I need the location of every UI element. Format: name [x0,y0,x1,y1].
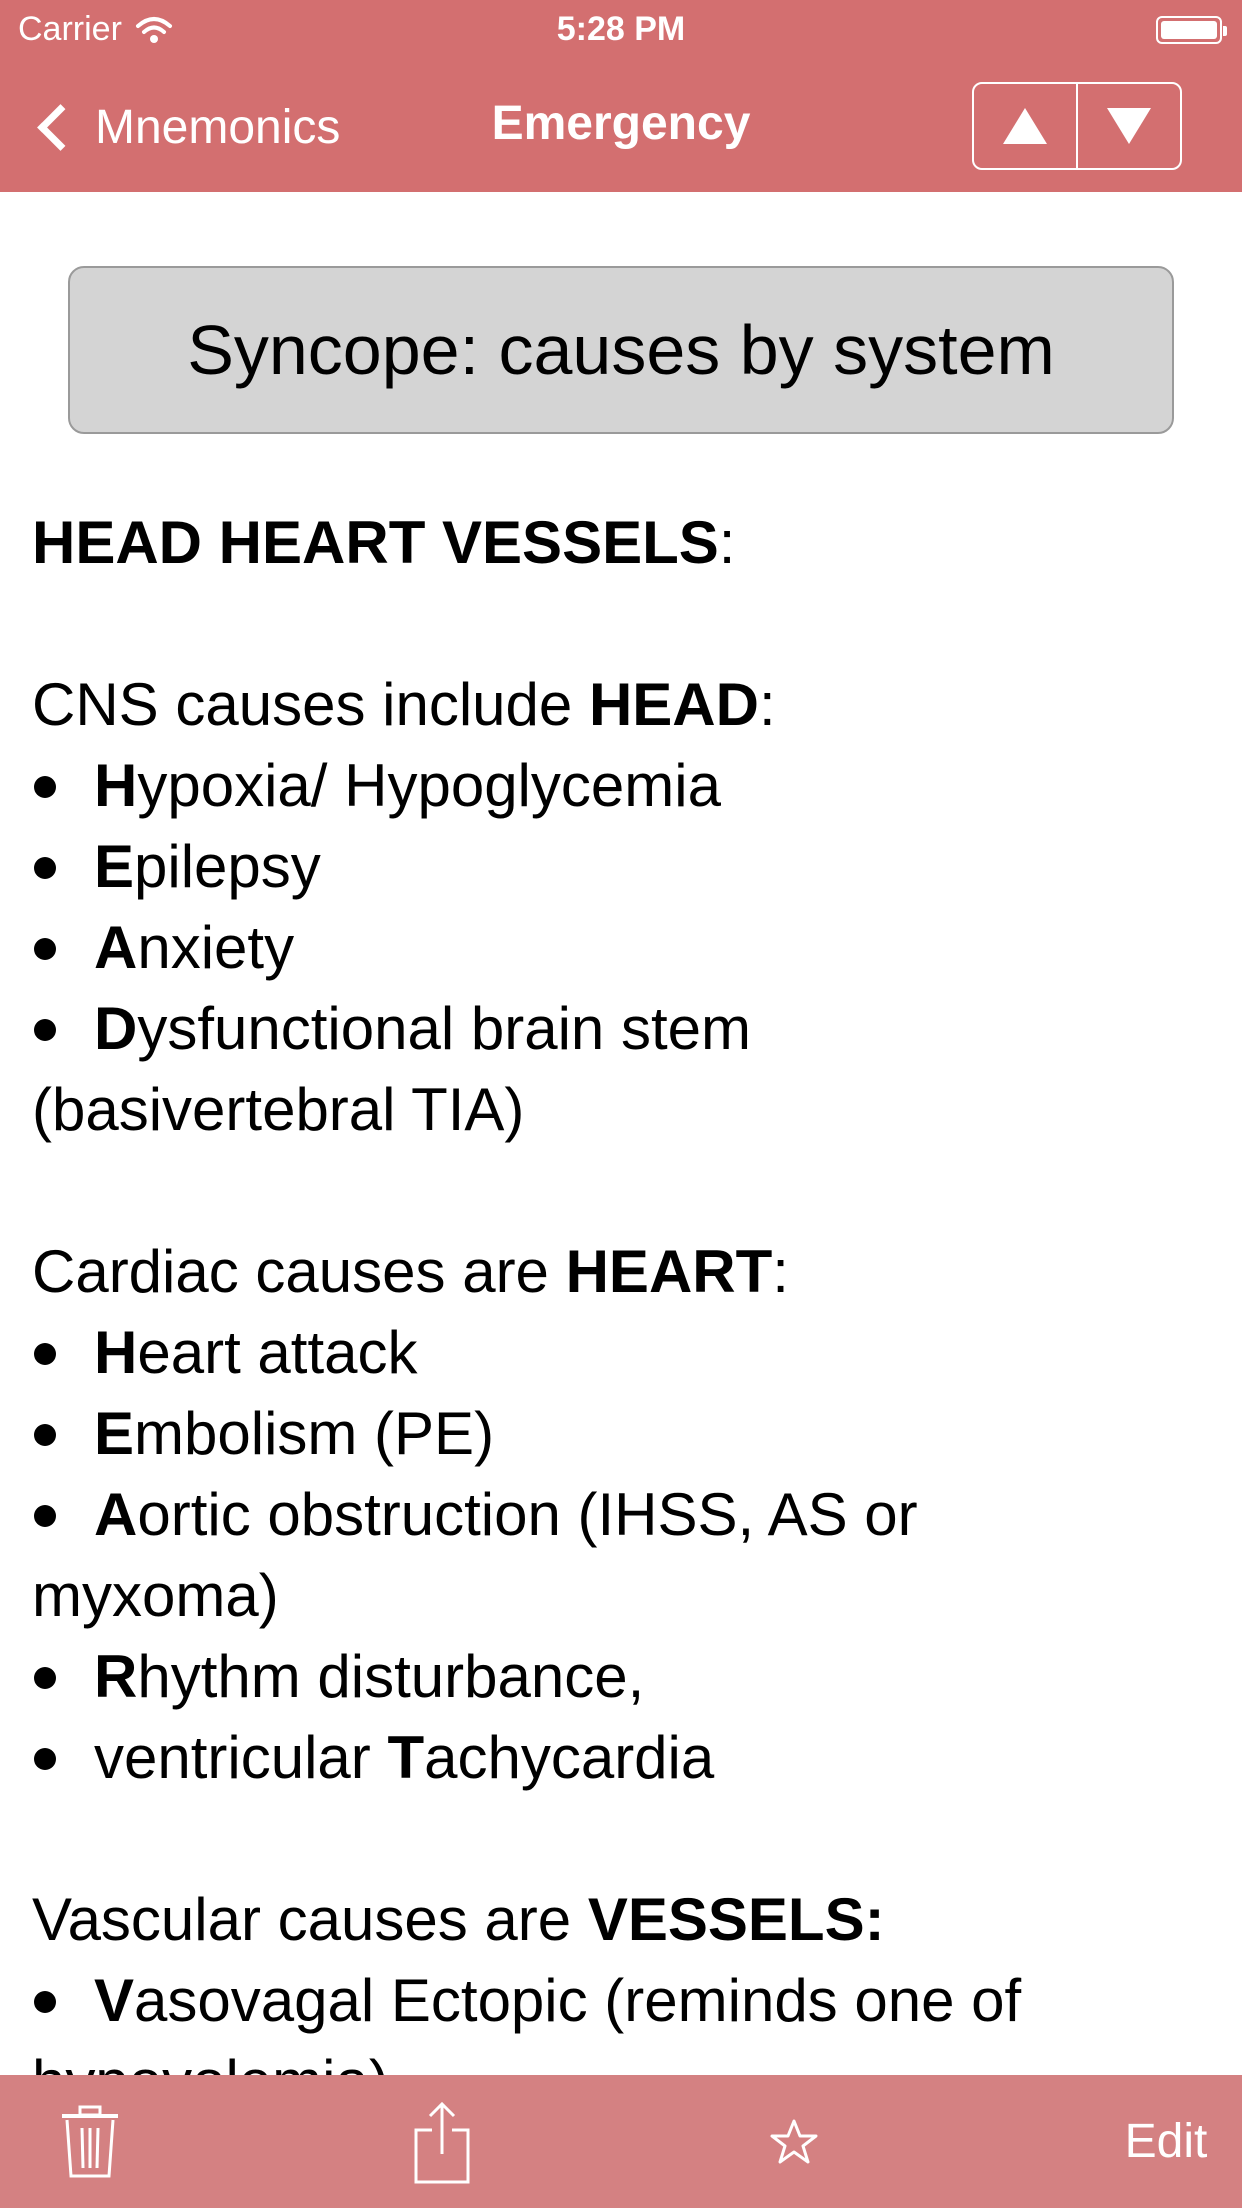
prev-next-stepper [972,82,1182,170]
list-item: Embolism (PE) [32,1393,1212,1474]
list-item: Dysfunctional brain stem [32,988,1212,1069]
edit-button[interactable] [1096,2075,1236,2208]
list-item: ventricular Tachycardia [32,1717,1212,1798]
mnemonic-title-card [68,266,1174,434]
vascular-intro-line [32,1879,1212,1960]
arrow-up-icon [1003,108,1047,144]
delete-button[interactable] [40,2075,140,2208]
list-item: Aortic obstruction (IHSS, AS or [32,1474,1212,1555]
trash-icon [60,2104,120,2180]
list-item: Hypoxia/ Hypoglycemia [32,745,1212,826]
vascular-keyword: VESSELS: [587,1886,885,1953]
cns-intro-line: CNS causes include HEAD: [32,671,776,738]
navigation-bar [0,0,1242,192]
edit-label: Edit [1124,2115,1208,2168]
heading-line: HEAD HEART VESSELS: [32,509,736,576]
heading-text: HEAD HEART VESSELS [32,509,719,576]
share-icon [412,2100,472,2184]
cardiac-keyword: HEART [565,1238,773,1305]
cardiac-intro-line: Cardiac causes are HEART: [32,1238,789,1305]
list-item: Heart attack [32,1312,1212,1393]
next-button[interactable] [1076,84,1180,168]
mnemonic-body [32,502,1212,2122]
bottom-toolbar [0,2075,1242,2208]
back-label: Mnemonics [95,100,341,154]
cns-keyword: HEAD [588,671,759,738]
share-button[interactable] [392,2075,492,2208]
cns-intro: CNS causes include [32,671,589,738]
status-time: 5:28 PM [556,10,686,48]
favorite-button[interactable] [744,2075,844,2208]
list-item: Epilepsy [32,826,1212,907]
list-item: Rhythm disturbance, [32,1636,1212,1717]
list-item: Anxiety [32,907,1212,988]
cardiac-continuation: myxoma) [32,1562,279,1629]
cns-continuation: (basivertebral TIA) [32,1076,525,1143]
mnemonic-title: Syncope: causes by system [187,311,1055,389]
carrier-label: Carrier [18,10,122,48]
page-title: Emergency [491,97,751,150]
battery-icon [1156,16,1222,44]
vascular-intro: Vascular causes are [32,1886,588,1953]
content-scroll-area[interactable] [0,192,1242,2075]
star-icon [770,2118,818,2166]
cardiac-intro: Cardiac causes are [32,1238,566,1305]
list-item: Vasovagal Ectopic (reminds one of [32,1960,1212,2041]
arrow-down-icon [1107,108,1151,144]
previous-button[interactable] [974,84,1076,168]
